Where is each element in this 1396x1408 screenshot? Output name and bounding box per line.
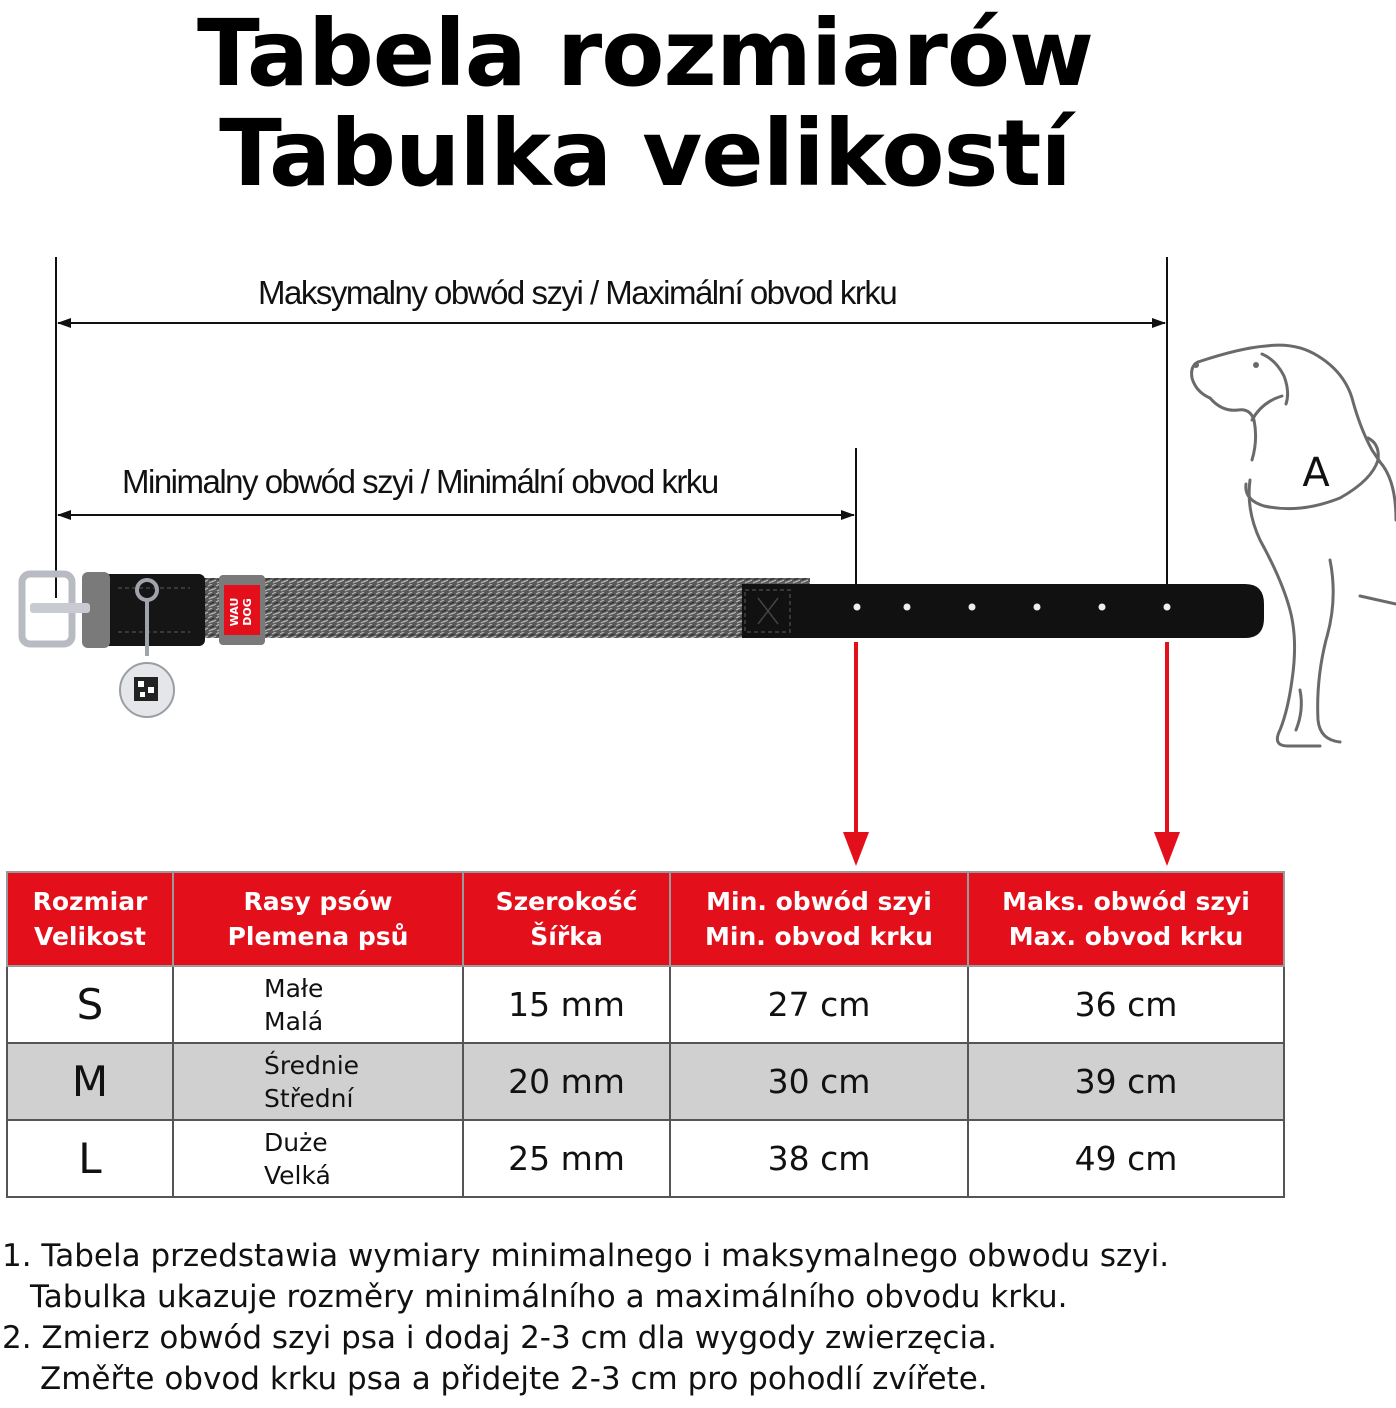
min-circumference-label: Minimalny obwód szyi / Minimální obvod krku (122, 463, 718, 500)
max-neck-cell: 39 cm (968, 1043, 1284, 1120)
dog-outline-icon (1192, 345, 1396, 746)
red-arrow-min (843, 642, 869, 866)
size-cell: S (7, 966, 173, 1043)
page-title-polish: Tabela rozmiarów (196, 0, 1094, 107)
note-2-polish: 2. Zmierz obwód szyi psa i dodaj 2-3 cm dla wygody zwierzęcia. (2, 1320, 997, 1356)
header-min-neck: Min. obwód szyi Min. obvod krku (670, 872, 968, 966)
page-title-czech: Tabulka velikostí (219, 100, 1071, 207)
collar-leather-end (742, 584, 1264, 638)
note-2-czech: Změřte obvod krku psa a přidejte 2-3 cm pro pohodlí zvířete. (40, 1361, 988, 1397)
max-neck-cell: 36 cm (968, 966, 1284, 1043)
min-neck-cell: 30 cm (670, 1043, 968, 1120)
note-1-polish: 1. Tabela przedstawia wymiary minimalnego i maksymalnego obwodu szyi. (2, 1238, 1170, 1274)
table-row (7, 1120, 1284, 1197)
header-width: Szerokość Šířka (463, 872, 670, 966)
width-cell: 15 mm (463, 966, 670, 1043)
header-size: Rozmiar Velikost (7, 872, 173, 966)
collar-illustration (22, 572, 1264, 717)
max-circumference-label: Maksymalny obwód szyi / Maximální obvod krku (258, 274, 897, 311)
header-breed: Rasy psów Plemena psů (173, 872, 463, 966)
brand-tag-bottom-text: DOG (241, 598, 254, 626)
breed-cell: Małe Malá (173, 966, 463, 1043)
header-max-neck: Maks. obwód szyi Max. obvod krku (968, 872, 1284, 966)
notes (2, 1236, 1392, 1400)
width-cell: 20 mm (463, 1043, 670, 1120)
min-neck-cell: 38 cm (670, 1120, 968, 1197)
note-1-czech: Tabulka ukazuje rozměry minimálního a maximálního obvodu krku. (30, 1279, 1068, 1315)
brand-tag-top-text: WAU (228, 597, 241, 627)
dog-neck-marker: A (1302, 450, 1330, 496)
table-header-row (7, 872, 1284, 966)
size-cell: M (7, 1043, 173, 1120)
breed-cell: Duże Velká (173, 1120, 463, 1197)
width-cell: 25 mm (463, 1120, 670, 1197)
table-row (7, 966, 1284, 1043)
min-neck-cell: 27 cm (670, 966, 968, 1043)
size-cell: L (7, 1120, 173, 1197)
table-row (7, 1043, 1284, 1120)
size-table (6, 871, 1285, 1198)
breed-cell: Średnie Střední (173, 1043, 463, 1120)
red-arrow-max (1154, 642, 1180, 866)
max-neck-cell: 49 cm (968, 1120, 1284, 1197)
